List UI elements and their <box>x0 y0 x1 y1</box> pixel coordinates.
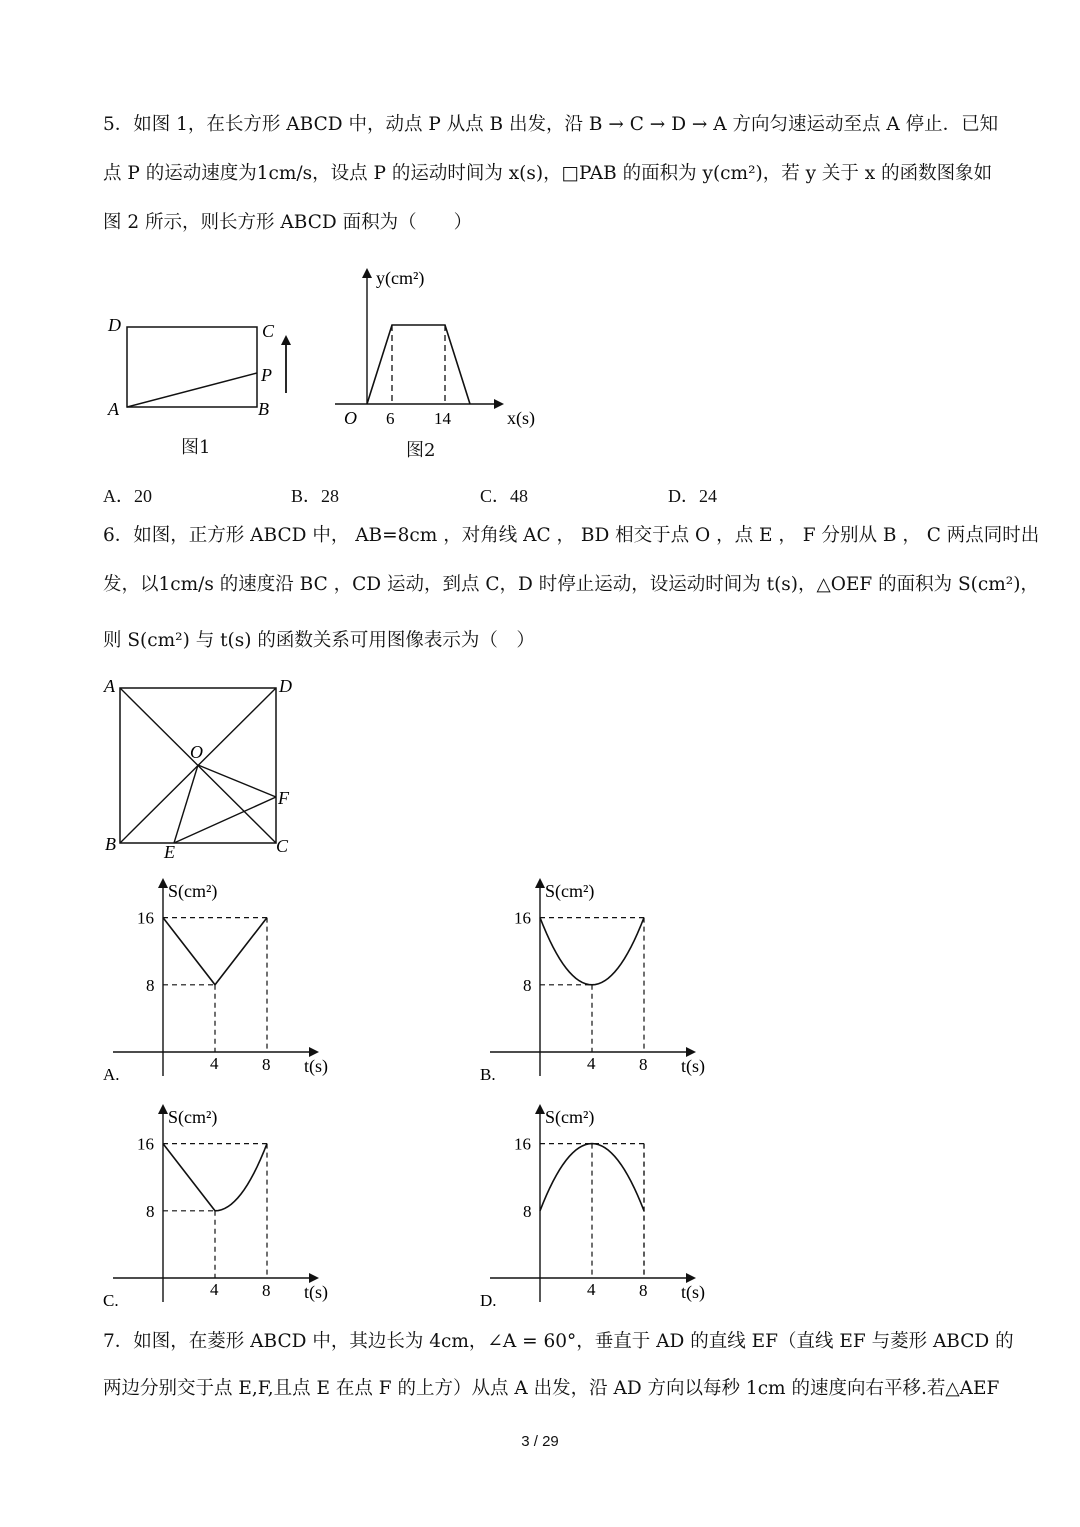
y-label: S(cm²) <box>545 881 595 901</box>
label-f: F <box>278 788 289 808</box>
label-d: D <box>279 676 292 696</box>
label-a: A <box>104 676 115 696</box>
function-curve <box>163 1144 267 1211</box>
q6-line-2: 发，以1cm/s 的速度沿 BC ，CD 运动，到点 C，D 时停止运动，设运动时间为 t(s)，△OEF 的面积为 S(cm²)， <box>103 574 1039 595</box>
label-a: A <box>108 399 119 419</box>
q6-square-figure <box>100 672 310 862</box>
trapezoid-graph <box>367 325 470 404</box>
q5-line-1: 5．如图 1，在长方形 ABCD 中，动点 P 从点 B 出发，沿 B → C → D → A 方向匀速运动至点 A 停止．已知 <box>103 114 999 135</box>
x-tick-8: 8 <box>639 1281 648 1300</box>
x-label: t(s) <box>681 1282 705 1302</box>
y-axis-arrow-icon <box>535 878 545 888</box>
graph-option-b[interactable] <box>477 872 727 1087</box>
segment-ef <box>174 797 276 843</box>
x-label: t(s) <box>681 1056 705 1076</box>
label-b: B <box>105 834 116 854</box>
segment-ap <box>127 373 257 407</box>
y-tick-8: 8 <box>523 975 532 995</box>
y-label: S(cm²) <box>168 881 218 901</box>
q5-figure-2 <box>330 262 560 437</box>
y-tick-8: 8 <box>523 1201 532 1221</box>
fig2-caption: 图2 <box>406 440 436 461</box>
y-tick-16: 16 <box>137 1134 154 1154</box>
option-label: C. <box>103 1291 119 1310</box>
x-axis-arrow-icon <box>494 399 504 409</box>
y-label: S(cm²) <box>168 1107 218 1127</box>
q7-line-2: 两边分别交于点 E,F,且点 E 在点 F 的上方）从点 A 出发，沿 AD 方向以每秒 1cm 的速度向右平移.若△AEF <box>103 1378 1000 1399</box>
tick-6: 6 <box>386 409 395 428</box>
q5-option-c[interactable]: C．48 <box>480 486 529 506</box>
y-tick-16: 16 <box>137 908 154 928</box>
x-tick-4: 4 <box>210 1054 219 1073</box>
y-tick-8: 8 <box>146 1201 155 1221</box>
q6-line-1: 6．如图，正方形 ABCD 中， AB=8cm ，对角线 AC ， BD 相交于点 O ，点 E ， F 分别从 B ， C 两点同时出 <box>103 525 1040 546</box>
q5-option-b[interactable]: B．28 <box>291 486 340 506</box>
q7-line-1: 7．如图，在菱形 ABCD 中，其边长为 4cm，∠A = 60°，垂直于 AD 的直线 EF（直线 EF 与菱形 ABCD 的 <box>103 1331 1014 1352</box>
function-curve <box>163 918 267 985</box>
label-c: C <box>276 836 289 856</box>
q5-option-a[interactable]: A．20 <box>103 486 152 506</box>
rectangle-abcd <box>127 327 257 407</box>
y-tick-16: 16 <box>514 1134 531 1154</box>
y-label: y(cm²) <box>376 268 425 288</box>
x-tick-8: 8 <box>262 1281 271 1300</box>
x-tick-8: 8 <box>262 1055 271 1074</box>
graph-option-d[interactable] <box>477 1098 727 1313</box>
q5-option-d[interactable]: D．24 <box>668 486 717 506</box>
y-axis-arrow-icon <box>535 1104 545 1114</box>
page-number: 3 / 29 <box>521 1433 559 1450</box>
label-p: P <box>261 365 272 385</box>
x-tick-4: 4 <box>587 1280 596 1299</box>
tick-14: 14 <box>434 409 451 428</box>
q5-line-3: 图 2 所示，则长方形 ABCD 面积为（ ） <box>103 212 473 233</box>
function-curve <box>540 918 644 985</box>
label-c: C <box>262 321 275 341</box>
y-axis-arrow-icon <box>158 1104 168 1114</box>
segment-of <box>198 765 276 797</box>
x-label: t(s) <box>304 1056 328 1076</box>
q6-line-3: 则 S(cm²) 与 t(s) 的函数关系可用图像表示为（ ） <box>103 630 535 651</box>
x-label: x(s) <box>507 408 535 428</box>
label-o: O <box>190 742 203 762</box>
graph-option-a[interactable] <box>100 872 350 1087</box>
y-tick-8: 8 <box>146 975 155 995</box>
option-label: A. <box>103 1065 120 1084</box>
origin-label: O <box>344 408 357 428</box>
x-label: t(s) <box>304 1282 328 1302</box>
y-axis-arrow-icon <box>362 268 372 278</box>
label-b: B <box>258 399 269 419</box>
y-tick-16: 16 <box>514 908 531 928</box>
y-label: S(cm²) <box>545 1107 595 1127</box>
graph-option-c[interactable] <box>100 1098 350 1313</box>
y-axis-arrow-icon <box>158 878 168 888</box>
option-label: B. <box>480 1065 496 1084</box>
q5-line-2: 点 P 的运动速度为1cm/s，设点 P 的运动时间为 x(s)，□PAB 的面积为 y(cm²)，若 y 关于 x 的函数图象如 <box>103 163 993 184</box>
x-tick-4: 4 <box>210 1280 219 1299</box>
label-d: D <box>108 315 121 335</box>
x-tick-4: 4 <box>587 1054 596 1073</box>
x-tick-8: 8 <box>639 1055 648 1074</box>
arrow-up-icon <box>281 335 291 345</box>
label-e: E <box>164 842 175 862</box>
fig1-caption: 图1 <box>181 437 211 458</box>
option-label: D. <box>480 1291 497 1310</box>
